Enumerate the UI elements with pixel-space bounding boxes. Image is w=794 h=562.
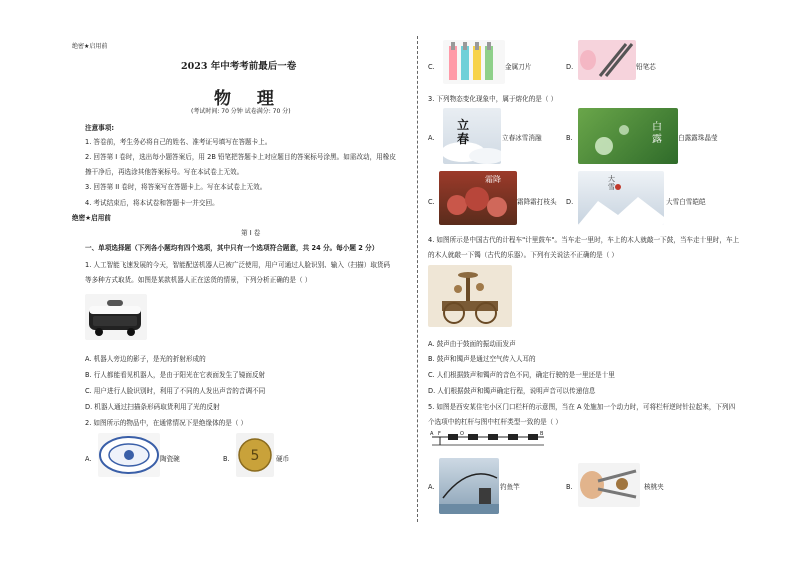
q3-option-d-letter: D. — [566, 198, 574, 206]
ruler-label: A — [430, 431, 434, 437]
q4-stem: 的木人就敲一下镯（古代的乐器）。下列有关说法不正确的是（ ） — [428, 251, 619, 259]
image-caption: 霜降 — [485, 175, 501, 184]
pencil-lead-image — [578, 40, 636, 80]
q2-option-a-label: 陶瓷碗 — [160, 455, 180, 463]
note-item: 2. 回答第 I 卷时，选出每小题答案后，用 2B 铅笔把答题卡上对应题目的答案标号涂黑。如需改动，用橡皮 — [85, 153, 396, 161]
q4-option-a: A. 鼓声由于鼓面的振动而发声 — [428, 340, 516, 348]
delivery-robot-image — [85, 294, 147, 340]
q5-option-b-letter: B. — [566, 483, 573, 491]
dew-leaf-image — [578, 108, 678, 164]
q3-option-b-label: 白露露珠晶莹 — [678, 134, 718, 142]
note-item: 4. 考试结束后，将本试卷和答题卡一并交回。 — [85, 199, 219, 207]
ceramic-bowl-image — [98, 433, 160, 477]
q4-option-d: D. 人们根据鼓声和镯声确定行程，说明声音可以传递信息 — [428, 387, 596, 395]
volume-label: 第 I 卷 — [241, 229, 261, 237]
q1-stem: 等多种方式取货。如图是某款机器人正在送货的情景，下列分析正确的是（ ） — [85, 276, 312, 284]
q2-option-c-label: 金属刀片 — [505, 63, 532, 71]
heavy-snow-image — [578, 171, 664, 225]
note-item: 擦干净后，再选涂其他答案标号。写在本试卷上无效。 — [85, 168, 244, 176]
q4-stem: 4. 如图所示是中国古代的计程车"计里鼓车"。当车走一里时，车上的木人就敲一下鼓，当车走十里时，车上 — [428, 236, 740, 244]
q1-option-a: A. 机器人旁边的影子，是光的折射形成的 — [85, 355, 206, 363]
q5-stem: 个选项中的杠杆与图中杠杆类型一致的是（ ） — [428, 418, 562, 426]
ruler-label: B — [540, 431, 544, 437]
q5-option-b-label: 核桃夹 — [644, 483, 664, 491]
q3-option-a-letter: A. — [428, 134, 435, 142]
frost-plant-image — [439, 171, 517, 225]
metal-blades-image — [443, 40, 505, 84]
coin-image — [236, 433, 274, 477]
q3-option-a-label: 立春冰雪消融 — [502, 134, 542, 142]
notes-heading: 注意事项: — [85, 124, 115, 132]
q2-option-d-label: 铅笔芯 — [636, 63, 656, 71]
q3-stem: 3. 下列物态变化现象中，属于熔化的是（ ） — [428, 95, 558, 103]
q1-option-b: B. 行人都能看见机器人，是由于阳光在它表面发生了镜面反射 — [85, 371, 266, 379]
drum-cart-image — [428, 265, 512, 327]
q2-option-b-letter: B. — [223, 455, 230, 463]
q3-option-d-label: 大雪白雪皑皑 — [666, 198, 706, 206]
exam-info: (考试时间: 70 分钟 试卷满分: 70 分) — [191, 108, 291, 115]
note-item: 1. 答卷前，考生务必将自己的姓名、准考证号填写在答题卡上。 — [85, 138, 272, 146]
q4-option-c: C. 人们根据鼓声和镯声的音色不同，确定行驶的是一里还是十里 — [428, 371, 615, 379]
spring-snow-image — [443, 108, 501, 164]
ruler-label: F — [438, 431, 441, 437]
image-caption: 立春 — [457, 118, 470, 146]
q1-stem: 1. 人工智能飞速发展的今天，智能配送机器人已被广泛使用，用户可通过人脸识别、输入（扫描）取货码 — [85, 261, 391, 269]
q2-stem: 2. 如图所示的物品中，在通常情况下是绝缘体的是（ ） — [85, 419, 248, 427]
image-caption: 白露 — [652, 122, 662, 145]
nutcracker-image — [578, 463, 640, 507]
barrier-diagram — [430, 431, 546, 447]
q3-option-c-letter: C. — [428, 198, 435, 206]
q2-option-c-letter: C. — [428, 63, 435, 71]
q2-option-b-label: 硬币 — [276, 455, 290, 463]
q5-option-a-letter: A. — [428, 483, 435, 491]
q4-option-b: B. 鼓声和镯声是通过空气传入人耳的 — [428, 355, 536, 363]
confidential-mark-2: 绝密★启用前 — [72, 214, 111, 222]
section-instructions: 一、单项选择题（下列各小题均有四个选项，其中只有一个选项符合题意，共 24 分。每小题 2 分） — [85, 244, 379, 252]
q1-option-c: C. 用户进行人脸识别时，利用了不同的人发出声音的音调不同 — [85, 387, 266, 395]
exam-title: 2023 年中考考前最后一卷 — [181, 61, 297, 72]
column-divider — [417, 36, 418, 522]
q3-option-b-letter: B. — [566, 134, 573, 142]
fishing-rod-image — [439, 458, 499, 514]
subject-title: 物 理 — [214, 89, 284, 109]
image-caption: 大雪 — [608, 175, 615, 191]
q2-option-a-letter: A. — [85, 455, 92, 463]
note-item: 3. 回答第 II 卷时，将答案写在答题卡上。写在本试卷上无效。 — [85, 183, 267, 191]
ruler-label: O — [460, 431, 464, 437]
q3-option-c-label: 霜降霜打枝头 — [517, 198, 557, 206]
confidential-mark: 绝密★启用前 — [72, 43, 108, 50]
svg-text:5: 5 — [250, 448, 260, 464]
q5-stem: 5. 如图是西安某住宅小区门口栏杆的示意图，当在 A 处施加一个动力时，可将栏杆逆时针拉起来，下列四 — [428, 403, 736, 411]
q1-option-d: D. 机器人通过扫描条形码取货利用了光的反射 — [85, 403, 220, 411]
q2-option-d-letter: D. — [566, 63, 574, 71]
q5-option-a-label: 钓鱼竿 — [500, 483, 520, 491]
